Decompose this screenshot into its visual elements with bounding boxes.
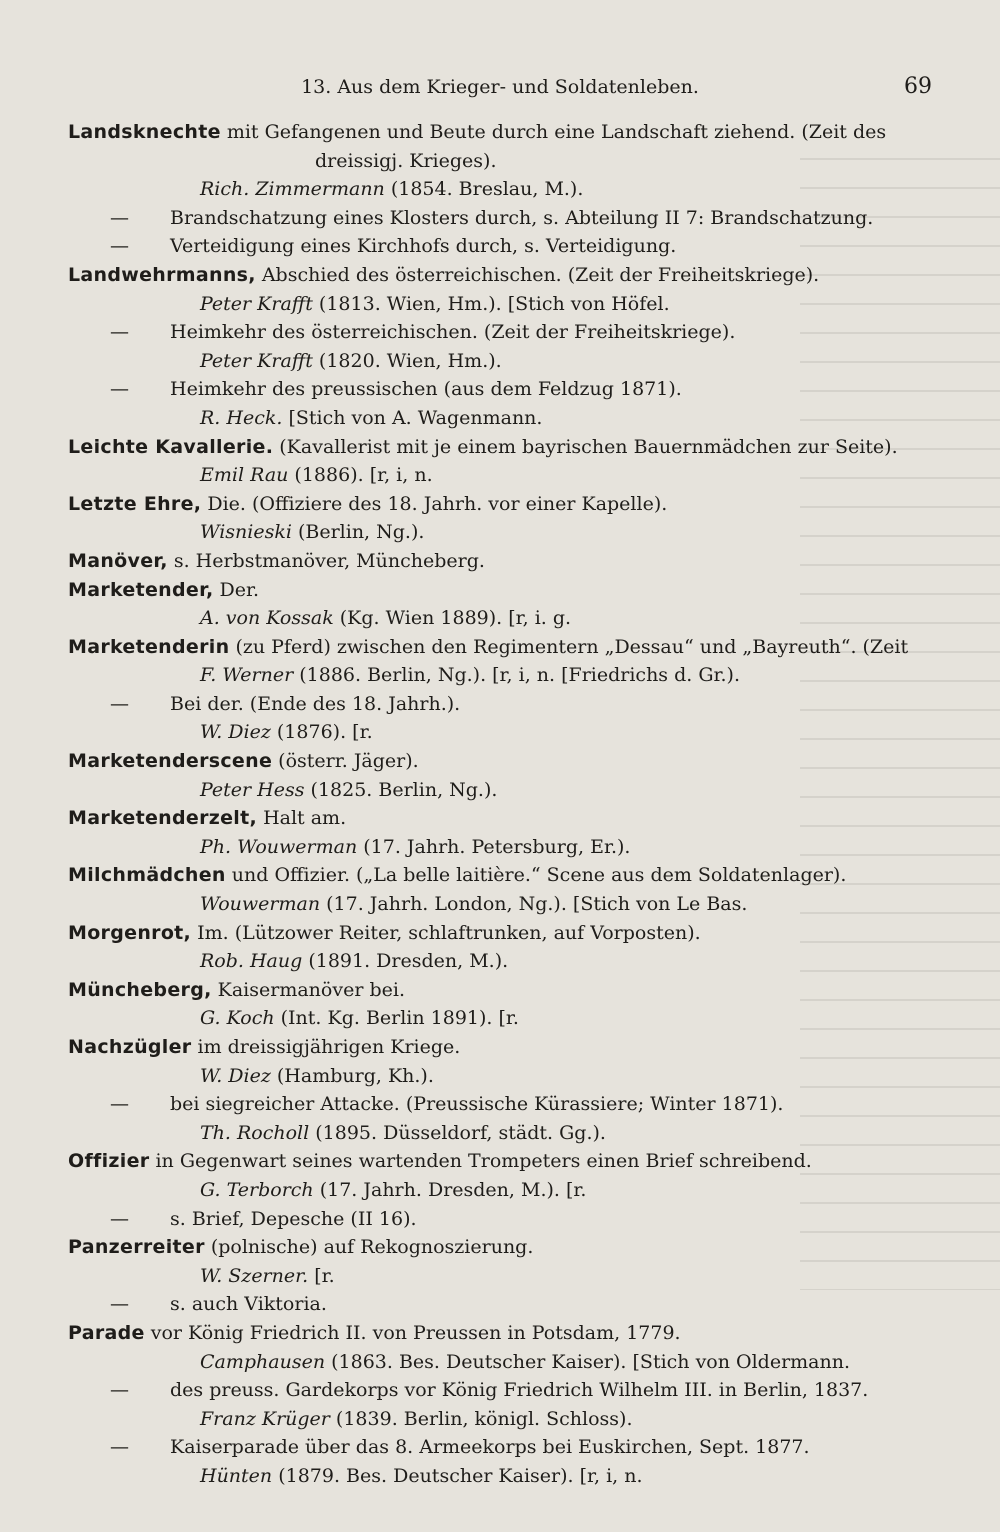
artwork-reference-line: [0, 1348, 1000, 1377]
chapter-title: 13. Aus dem Krieger- und Soldatenleben.: [301, 76, 699, 98]
artwork-reference-line: [0, 1119, 1000, 1148]
ditto-dash: —: [110, 692, 129, 715]
artwork-details: (1886). [r, i, n.: [288, 464, 433, 487]
entry-continuation-line: [0, 147, 1000, 176]
artwork-reference-line: [0, 1262, 1000, 1291]
entry-description: Heimkehr des österreichischen. (Zeit der Freiheitskriege).: [170, 321, 736, 344]
artwork-details: (1825. Berlin, Ng.).: [304, 778, 498, 801]
artwork-details: (Kg. Wien 1889). [r, i. g.: [333, 607, 572, 630]
sub-entry-line: [0, 1433, 1000, 1462]
entry-heading-line: [0, 976, 1000, 1005]
entry-description: Heimkehr des preussischen (aus dem Feldzug 1871).: [170, 378, 682, 401]
artist-name: Peter Hess: [200, 778, 305, 801]
artwork-reference-line: [0, 461, 1000, 490]
entry-description: im dreissigjährigen Kriege.: [191, 1036, 461, 1058]
entry-heading-line: [0, 118, 1000, 147]
entry-description: Kaiserparade über das 8. Armeekorps bei Euskirchen, Sept. 1877.: [170, 1436, 810, 1459]
entry-heading-line: [0, 804, 1000, 833]
artwork-reference-line: [0, 947, 1000, 976]
artwork-reference-line: [0, 290, 1000, 319]
artwork-reference-line: [0, 347, 1000, 376]
artwork-reference-line: [0, 1062, 1000, 1091]
artwork-details: (1813. Wien, Hm.). [Stich von Höfel.: [312, 292, 670, 315]
ditto-dash: —: [110, 1436, 129, 1459]
artwork-reference-line: [0, 1405, 1000, 1434]
entry-keyword: Landwehrmanns,: [68, 263, 256, 286]
artist-name: Wouwerman: [200, 893, 321, 916]
entry-description: bei siegreicher Attacke. (Preussische Kürassiere; Winter 1871).: [170, 1093, 784, 1116]
ditto-dash: —: [110, 206, 129, 229]
entry-description: Die. (Offiziere des 18. Jahrh. vor einer Kapelle).: [201, 492, 668, 515]
artwork-reference-line: [0, 1176, 1000, 1205]
entry-description: Halt am.: [257, 807, 347, 830]
artist-name: Emil Rau: [200, 464, 289, 487]
artist-name: Rich. Zimmermann: [200, 178, 385, 201]
index-entries: [0, 118, 1000, 1491]
artwork-reference-line: [0, 1462, 1000, 1491]
artwork-reference-line: [0, 604, 1000, 633]
entry-description: Im. (Lützower Reiter, schlaftrunken, auf Vorposten).: [191, 921, 701, 944]
artist-name: Franz Krüger: [200, 1407, 330, 1430]
entry-description: (zu Pferd) zwischen den Regimentern „Dessau“ und „Bayreuth“. (Zeit: [229, 635, 909, 658]
running-header: [0, 76, 1000, 104]
artist-name: W. Diez: [200, 721, 271, 744]
entry-heading-line: [0, 490, 1000, 519]
sub-entry-line: [0, 1090, 1000, 1119]
artwork-reference-line: [0, 776, 1000, 805]
entry-keyword: Marketenderin: [68, 635, 230, 658]
entry-description: (Kavallerist mit je einem bayrischen Bauernmädchen zur Seite).: [273, 435, 898, 458]
entry-keyword: Morgenrot,: [68, 921, 192, 944]
artwork-reference-line: [0, 1004, 1000, 1033]
entry-keyword: Leichte Kavallerie.: [68, 435, 274, 458]
entry-heading-line: [0, 1319, 1000, 1348]
entry-description: vor König Friedrich II. von Preussen in Potsdam, 1779.: [144, 1321, 681, 1344]
artwork-details: (Hamburg, Kh.).: [270, 1064, 434, 1087]
entry-heading-line: [0, 1147, 1000, 1176]
entry-heading-line: [0, 919, 1000, 948]
entry-heading-line: [0, 547, 1000, 576]
entry-heading-line: [0, 633, 1000, 662]
artwork-details: (1876). [r.: [270, 721, 373, 744]
entry-heading-line: [0, 861, 1000, 890]
sub-entry-line: [0, 1376, 1000, 1405]
artwork-details: (1879. Bes. Deutscher Kaiser). [r, i, n.: [272, 1464, 643, 1487]
entry-keyword: Milchmädchen: [68, 864, 226, 887]
artist-name: Peter Krafft: [200, 349, 313, 372]
artwork-details: (1891. Dresden, M.).: [302, 950, 509, 973]
artwork-details: (Berlin, Ng.).: [291, 521, 425, 544]
artwork-details: (17. Jahrh. Dresden, M.). [r.: [313, 1178, 587, 1201]
ditto-dash: —: [110, 1293, 129, 1316]
entry-keyword: Letzte Ehre,: [68, 492, 202, 515]
page-number: 69: [904, 74, 932, 99]
artist-name: W. Szerner.: [200, 1264, 309, 1287]
entry-heading-line: [0, 261, 1000, 290]
entry-heading-line: [0, 747, 1000, 776]
entry-description: dreissigj. Krieges).: [315, 149, 497, 172]
entry-description: s. auch Viktoria.: [170, 1293, 327, 1316]
artist-name: Hünten: [200, 1464, 273, 1487]
entry-description: mit Gefangenen und Beute durch eine Landschaft ziehend. (Zeit des: [220, 121, 887, 143]
sub-entry-line: [0, 375, 1000, 404]
ditto-dash: —: [110, 235, 129, 258]
artist-name: W. Diez: [200, 1064, 271, 1087]
ditto-dash: —: [110, 1093, 129, 1116]
entry-keyword: Panzerreiter: [68, 1236, 205, 1259]
artwork-details: (1863. Bes. Deutscher Kaiser). [Stich von Oldermann.: [325, 1350, 851, 1373]
artist-name: G. Koch: [200, 1007, 275, 1030]
sub-entry-line: [0, 1290, 1000, 1319]
sub-entry-line: [0, 204, 1000, 233]
artist-name: Th. Rocholl: [200, 1121, 310, 1144]
artwork-details: (1839. Berlin, königl. Schloss).: [329, 1407, 633, 1430]
artwork-reference-line: [0, 404, 1000, 433]
artwork-reference-line: [0, 518, 1000, 547]
entry-keyword: Marketenderzelt,: [68, 807, 258, 830]
ditto-dash: —: [110, 321, 129, 344]
artist-name: Peter Krafft: [200, 292, 313, 315]
artist-name: R. Heck.: [200, 406, 283, 429]
entry-keyword: Offizier: [68, 1150, 150, 1173]
entry-keyword: Manöver,: [68, 549, 168, 572]
sub-entry-line: [0, 1205, 1000, 1234]
artwork-details: (1820. Wien, Hm.).: [312, 349, 502, 372]
ditto-dash: —: [110, 1379, 129, 1402]
artwork-details: (1854. Breslau, M.).: [384, 178, 584, 201]
entry-keyword: Nachzügler: [68, 1036, 192, 1058]
entry-heading-line: [0, 576, 1000, 605]
entry-description: Bei der. (Ende des 18. Jahrh.).: [170, 692, 461, 715]
artwork-reference-line: [0, 890, 1000, 919]
entry-description: Abschied des österreichischen. (Zeit der Freiheitskriege).: [255, 263, 820, 286]
entry-heading-line: [0, 433, 1000, 462]
artwork-details: [Stich von A. Wagenmann.: [282, 406, 543, 429]
entry-description: in Gegenwart seines wartenden Trompeters einen Brief schreibend.: [149, 1150, 812, 1173]
artwork-reference-line: [0, 175, 1000, 204]
entry-heading-line: [0, 1033, 1000, 1062]
entry-description: und Offizier. („La belle laitière.“ Scene aus dem Soldatenlager).: [225, 864, 847, 887]
entry-description: (österr. Jäger).: [272, 750, 419, 773]
entry-keyword: Parade: [68, 1321, 145, 1344]
artwork-details: (1895. Düsseldorf, städt. Gg.).: [309, 1121, 606, 1144]
artist-name: Rob. Haug: [200, 950, 303, 973]
entry-description: s. Brief, Depesche (II 16).: [170, 1207, 417, 1230]
artist-name: A. von Kossak: [200, 607, 334, 630]
entry-description: s. Herbstmanöver, Müncheberg.: [167, 549, 485, 572]
artwork-details: (Int. Kg. Berlin 1891). [r.: [274, 1007, 519, 1030]
entry-description: Verteidigung eines Kirchhofs durch, s. Verteidigung.: [170, 235, 677, 258]
artwork-details: (17. Jahrh. Petersburg, Er.).: [357, 835, 631, 858]
entry-description: Kaisermanöver bei.: [211, 978, 405, 1001]
entry-keyword: Müncheberg,: [68, 978, 212, 1001]
entry-description: Brandschatzung eines Klosters durch, s. Abteilung II 7: Brandschatzung.: [170, 206, 874, 229]
sub-entry-line: [0, 690, 1000, 719]
ditto-dash: —: [110, 378, 129, 401]
artist-name: Wisnieski: [200, 521, 292, 544]
artist-name: Camphausen: [200, 1350, 326, 1373]
artwork-details: (1886. Berlin, Ng.). [r, i, n. [Friedrichs d. Gr.).: [293, 664, 741, 687]
entry-description: Der.: [213, 578, 260, 601]
artwork-reference-line: [0, 661, 1000, 690]
artwork-details: [r.: [308, 1264, 335, 1287]
entry-description: (polnische) auf Rekognoszierung.: [204, 1236, 534, 1259]
artwork-details: (17. Jahrh. London, Ng.). [Stich von Le Bas.: [320, 893, 748, 916]
entry-keyword: Landsknechte: [68, 121, 221, 143]
sub-entry-line: [0, 232, 1000, 261]
entry-keyword: Marketenderscene: [68, 750, 273, 773]
artist-name: F. Werner: [200, 664, 294, 687]
artwork-reference-line: [0, 718, 1000, 747]
artist-name: G. Terborch: [200, 1178, 314, 1201]
sub-entry-line: [0, 318, 1000, 347]
artist-name: Ph. Wouwerman: [200, 835, 358, 858]
artwork-reference-line: [0, 833, 1000, 862]
entry-description: des preuss. Gardekorps vor König Friedrich Wilhelm III. in Berlin, 1837.: [170, 1379, 869, 1402]
ditto-dash: —: [110, 1207, 129, 1230]
entry-keyword: Marketender,: [68, 578, 214, 601]
entry-heading-line: [0, 1233, 1000, 1262]
